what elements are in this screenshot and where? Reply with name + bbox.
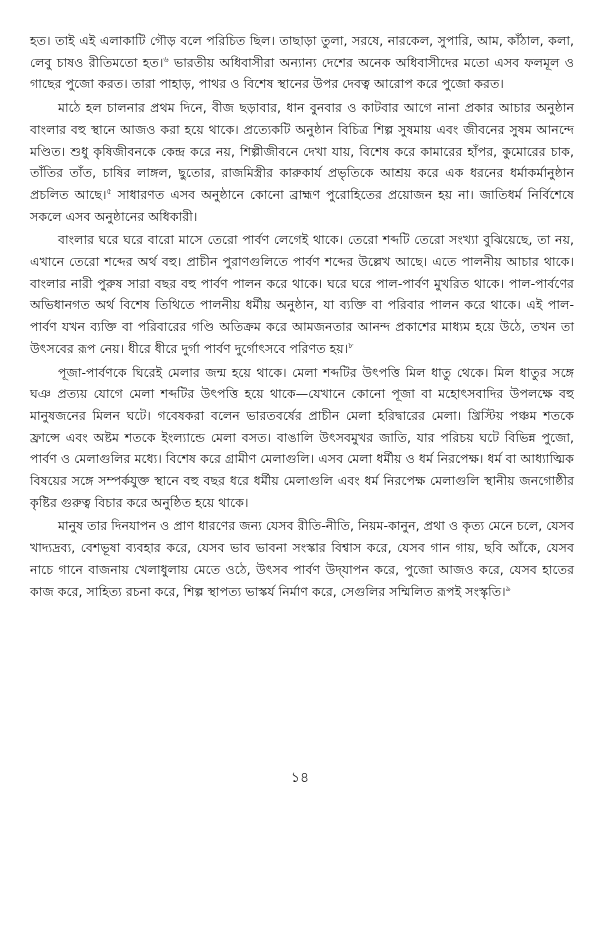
paragraph-2-text: মাঠে হল চালনার প্রথম দিনে, বীজ ছড়াবার, ধান বুনবার ও কাটবার আগে নানা প্রকার আচার অনুষ্ঠান বাংলার বহু স্থানে আজও করা হয়ে থাকে। প্রত্যেকটি অনুষ্ঠান বিচিত্র শিল্প সুষমায় এবং জীবনের সুষম আনন্দে মণ্ডিত। শুধু কৃষিজীবনকে কেন্দ্র করে নয়, শিল্পীজীবনে দেখা যায়, বিশেষ করে কামারের হাঁপর, কুমোরের চাক, তাঁতির তাঁত, চাষির লাঙ্গল, ছুতোর, রাজমিস্ত্রীর কারুকার্য প্রভৃতিকে আশ্রয় করে এক ধরনের ধর্মাকর্মানুষ্ঠান প্রচলিত আছে। (30, 100, 574, 202)
footnote-marker-1: ৬ (163, 54, 169, 64)
paragraph-2 (30, 97, 574, 227)
page-number: ১৪ (290, 770, 310, 786)
paragraph-2-tail: সাধারণত এসব অনুষ্ঠানে কোনো ব্রাহ্মণ পুরোহিতের প্রয়োজন হয় না। জাতিধর্ম নির্বিশেষে সকলে এসব অনুষ্ঠানের অধিকারী। (30, 186, 574, 224)
paragraph-1-text: হত। তাই এই এলাকাটি গৌড় বলে পরিচিত ছিল। তাছাড়া তুলা, সরষে, নারকেল, সুপারি, আম, কাঁঠাল, কলা, লেবু চাষও রীতিমতো হত। (30, 33, 574, 70)
paragraph-4-text: পূজা-পার্বণকে ঘিরেই মেলার জন্ম হয়ে থাকে। মেলা শব্দটির উৎপত্তি মিল ধাতু থেকে। মিল ধাতুর সঙ্গে ঘঞ প্রত্যয় যোগে মেলা শব্দটির উৎপত্তি হয়ে থাকে—যেখানে কোনো পূজা বা মহোৎসবাদির উপলক্ষে বহু মানুষজনের মিলন ঘটে। গবেষকরা বলেন ভারতবর্ষের প্রাচীন মেলা হরিদ্বারের মেলা। খ্রিস্টিয় পঞ্চম শতকে ফ্রান্সে এবং অষ্টম শতকে ইংল্যান্ডে মেলা বসত। বাঙালি উৎসবমুখর জাতি, যার পরিচয় ঘটে বিভিন্ন পুজো, পার্বণ ও মেলাগুলির মধ্যে। বিশেষ করে গ্রামীণ মেলাগুলি। এসব মেলা ধর্মীয় ও ধর্ম নিরপেক্ষ। ধর্ম বা আধ্যাত্মিক বিষয়ের সঙ্গে সম্পর্কযুক্ত স্থানে বহু বছর ধরে ধর্মীয় মেলাগুলি এবং ধর্ম নিরপেক্ষ মেলাগুলি স্থানীয় জনগোষ্ঠীর কৃষ্টির গুরুত্ব বিচার করে অনুষ্ঠিত হয়ে থাকে। (30, 364, 574, 510)
paragraph-1 (30, 30, 574, 95)
footnote-marker-5: ৯ (505, 583, 511, 593)
footnote-marker-3: ৮ (348, 340, 354, 350)
paragraph-5 (30, 515, 574, 602)
paragraph-3-text: বাংলার ঘরে ঘরে বারো মাসে তেরো পার্বণ লেগেই থাকে। তেরো শব্দটি তেরো সংখ্যা বুঝিয়েছে, তা নয়, এখানে তেরো শব্দের অর্থ বহু। প্রাচীন পুরাণগুলিতে পার্বণ শব্দের উল্লেখ আছে। এতে পালনীয় আচার থাকে। বাংলার নারী পুরুষ সারা বছর বহু পার্বণ পালন করে থাকে। ঘরে ঘরে পাল-পার্বণ মুখরিত থাকে। পাল-পার্বণের অভিধানগত অর্থ বিশেষ তিথিতে পালনীয় ধর্মীয় অনুষ্ঠান, যা ব্যক্তি বা পরিবার পালন করে থাকে। এই পাল-পার্বণ যখন ব্যক্তি বা পরিবারের গণ্ডি অতিক্রম করে আমজনতার আনন্দ প্রকাশের মাধ্যম হয়ে উঠে, তখন তা উৎসবের রূপ নেয়। ধীরে ধীরে দুর্গা পার্বণ দুর্গোৎসবে পরিণত হয়। (30, 232, 574, 356)
paragraph-3 (30, 229, 574, 359)
page-body (30, 30, 574, 602)
paragraph-1-tail: ভারতীয় অধিবাসীরা অন্যান্য দেশের অনেক অধিবাসীদের মতো এসব ফলমূল ও গাছের পুজো করত। তারা পাহাড়, পাথর ও বিশেষ স্থানের উপর দেবত্ব আরোপ করে পুজো করত। (30, 54, 575, 92)
footnote-marker-2: ৫ (106, 186, 112, 196)
paragraph-4 (30, 362, 574, 514)
paragraph-5-text: মানুষ তার দিনযাপন ও প্রাণ ধারণের জন্য যেসব রীতি-নীতি, নিয়ম-কানুন, প্রথা ও কৃত্য মেনে চলে, যেসব খাদ্যদ্রব্য, বেশভূষা ব্যবহার করে, যেসব ভাব ভাবনা সংস্কার বিশ্বাস করে, যেসব গান গায়, ছবি আঁকে, যেসব নাচে গানে বাজনায় খেলাধুলায় মেতে ওঠে, উৎসব পার্বণ উদ্‌যাপন করে, পুজো আজও করে, যেসব হাতের কাজ করে, সাহিত্য রচনা করে, শিল্প স্থাপত্য ভাস্কর্য নির্মাণ করে, সেগুলির সম্মিলিত রূপই সংস্কৃতি। (30, 518, 574, 599)
